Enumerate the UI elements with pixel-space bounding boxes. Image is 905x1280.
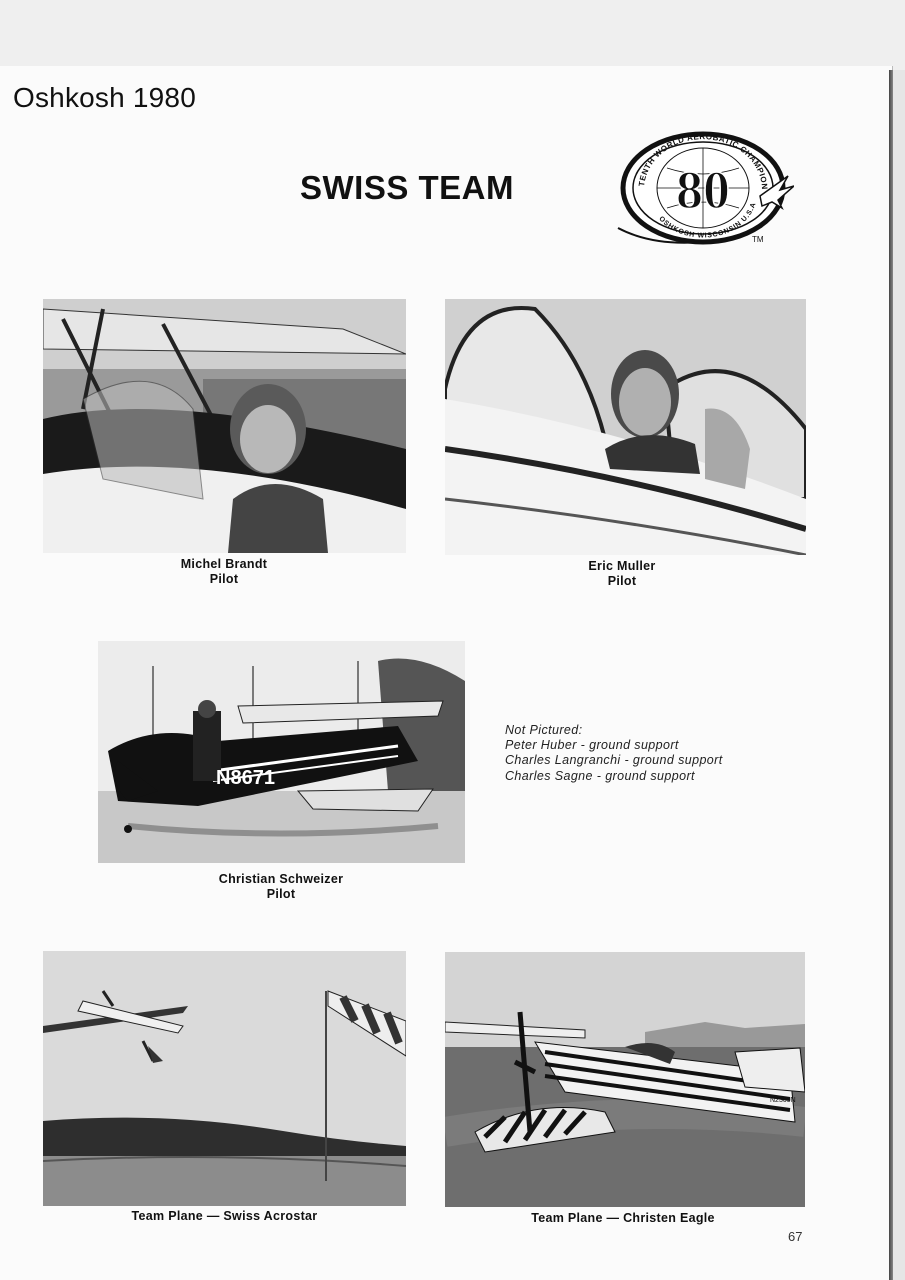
svg-text:N2309N: N2309N [770,1097,796,1104]
caption-name: Michel Brandt [180,557,268,571]
photo-michel-brandt [43,299,406,553]
photo-eric-muller [445,299,806,555]
svg-text:TM: TM [752,235,764,244]
caption-eric-muller [542,559,702,589]
photo-christen-eagle [445,952,805,1207]
photo-christian-schweizer [98,641,465,863]
not-pictured-heading: Not Pictured: [505,723,583,737]
not-pictured-person: Charles Langranchi - ground support [505,753,723,768]
page-title: SWISS TEAM [300,169,515,206]
caption-name: Christian Schweizer [218,872,344,886]
not-pictured-list [505,723,723,784]
not-pictured-person: Peter Huber - ground support [505,738,679,753]
page-edge [893,70,905,1280]
championship-seal-logo [612,128,794,246]
scan-background [0,0,905,70]
caption-role: Pilot [607,574,637,588]
svg-text:OSHKOSH WISCONSIN U.S.A.: OSHKOSH WISCONSIN U.S.A [657,201,758,240]
photo-swiss-acrostar [43,951,406,1206]
caption-christen-eagle: Team Plane — Christen Eagle [531,1211,715,1225]
caption-name: Eric Muller [588,559,656,573]
caption-michel-brandt [144,557,304,587]
not-pictured-person: Charles Sagne - ground support [505,768,695,783]
svg-text:TENTH WORLD AEROBATIC CHAMPION: TENTH WORLD AEROBATIC CHAMPION [637,132,770,191]
caption-role: Pilot [209,572,239,586]
caption-christian-schweizer [201,872,361,902]
championship-seal-icon [612,128,794,246]
header-note: Oshkosh 1980 [13,82,196,113]
caption-role: Pilot [266,887,296,901]
svg-text:N8671: N8671 [216,767,275,789]
page-number: 67 [788,1229,803,1244]
caption-swiss-acrostar: Team Plane — Swiss Acrostar [131,1209,318,1223]
svg-text:80: 80 [676,160,730,220]
